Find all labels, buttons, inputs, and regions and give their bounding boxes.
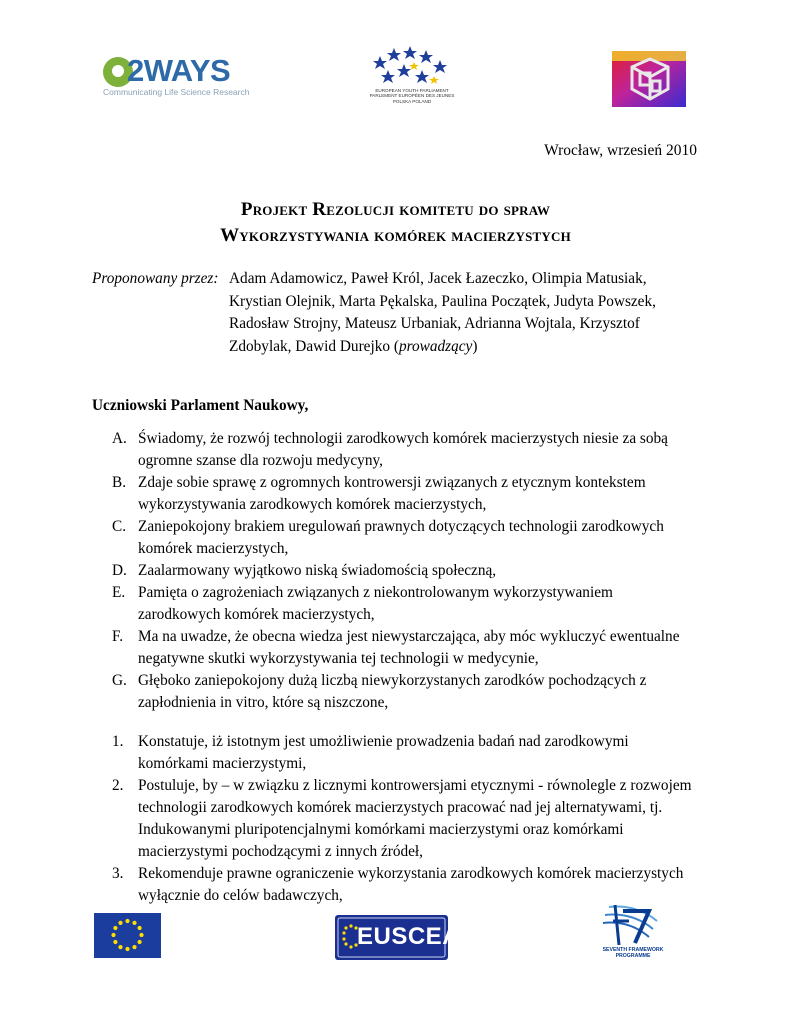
preamble-clause: C. Zaniepokojony brakiem uregulowań prawnych dotyczących technologii zarodkowych komórek macierzystych, [112, 518, 664, 557]
proposed-by-label: Proponowany przez: [92, 270, 219, 287]
operative-clause: 1. Konstatuje, iż istotnym jest umożliwienie prowadzenia badań nad zarodkowymi komórkami macierzystymi, [112, 733, 629, 772]
document-title [0, 197, 791, 249]
clause-number: 2. [112, 777, 124, 794]
proposed-by-names [229, 268, 699, 358]
eu-flag-icon [94, 913, 161, 958]
clause-marker: E. [112, 584, 126, 601]
preamble-clause: F. Ma na uwadze, że obecna wiedza jest niewystarczająca, aby móc wykluczyć ewentualne negatywne skutki wykorzystywania tej technologii w medycynie, [112, 628, 680, 667]
fp7-logo-icon [595, 903, 671, 947]
operative-clause: 3. Rekomenduje prawne ograniczenie wykorzystania zarodkowych komórek macierzystych wyłącznie do celów badawczych, [112, 865, 684, 904]
title-line-2: Wykorzystywania komórek macierzystych [220, 225, 571, 246]
clause-marker: G. [112, 672, 127, 689]
two-ways-wordmark: 2WAYS [127, 53, 231, 88]
cube-logo [612, 51, 686, 107]
leader-role: prowadzący [398, 337, 473, 355]
names-line-3: Radosław Strojny, Mateusz Urbaniak, Adrianna Wojtala, Krzysztof [229, 315, 640, 332]
two-ways-tagline: Communicating Life Science Research [103, 87, 250, 97]
clause-marker: B. [112, 474, 127, 491]
operative-clause: 2. Postuluje, by – w związku z licznymi kontrowersjami etycznymi - równolegle z rozwojem technologii zarodkowych komórek macierzystych pracować nad jej alternatywami, tj. Indukowanymi pluripotencjalnymi komórkami macierzystymi oraz komórkami macierzystymi pochodzącymi z innych źródeł, [112, 777, 692, 860]
eyp-stars-icon [366, 42, 458, 88]
euscea-text: EUSCEA [357, 923, 461, 950]
parliament-heading: Uczniowski Parlament Naukowy, [92, 397, 309, 414]
clause-number: 1. [112, 733, 124, 750]
preamble-clause: B. Zdaje sobie sprawę z ogromnych kontrowersji związanych z etycznym kontekstem wykorzystywania zarodkowych komórek macierzystych, [112, 474, 646, 513]
eyp-logo [366, 42, 458, 120]
document-date: Wrocław, wrzesień 2010 [544, 142, 697, 159]
proposed-by [92, 268, 656, 355]
eyp-caption: EUROPEAN YOUTH PARLIAMENT PARLEMENT EUROPÉEN DES JEUNES POLSKA POLAND [369, 88, 455, 104]
names-line-2: Krystian Olejnik, Marta Pękalska, Paulina Początek, Judyta Powszek, [229, 292, 656, 310]
clause-number: 3. [112, 865, 124, 882]
eu-flag-logo [94, 913, 161, 958]
names-line-1: Adam Adamowicz, Paweł Król, Jacek Łazeczko, Olimpia Matusiak, [229, 270, 647, 287]
clause-marker: F. [112, 628, 124, 645]
preamble-clause: D. Zaalarmowany wyjątkowo niską świadomością społeczną, [112, 560, 707, 582]
preamble-clauses [112, 428, 707, 714]
clause-marker: D. [112, 562, 127, 579]
clause-marker: C. [112, 518, 127, 535]
preamble-clause: G. Głęboko zaniepokojony dużą liczbą niewykorzystanych zarodków pochodzących z zapłodnienia in vitro, które są niszczone, [112, 672, 647, 711]
two-ways-logo [103, 55, 258, 100]
preamble-clause: E. Pamięta o zagrożeniach związanych z niekontrolowanym wykorzystywaniem zarodkowych komórek macierzystych, [112, 584, 613, 623]
operative-clauses [112, 731, 707, 907]
names-line-4: Zdobylak, Dawid Durejko (prowadzący) [229, 337, 478, 355]
clause-marker: A. [112, 430, 127, 447]
euscea-logo [335, 915, 461, 960]
preamble-clause: A. Świadomy, że rozwój technologii zarodkowych komórek macierzystych niesie za sobą ogromne szanse dla rozwoju medycyny, [112, 430, 668, 469]
fp7-caption: SEVENTH FRAMEWORK PROGRAMME [602, 947, 664, 959]
fp7-logo [595, 903, 671, 965]
cube-logo-icon [612, 51, 686, 107]
title-line-1: Projekt Rezolucji komitetu do spraw [240, 199, 551, 220]
